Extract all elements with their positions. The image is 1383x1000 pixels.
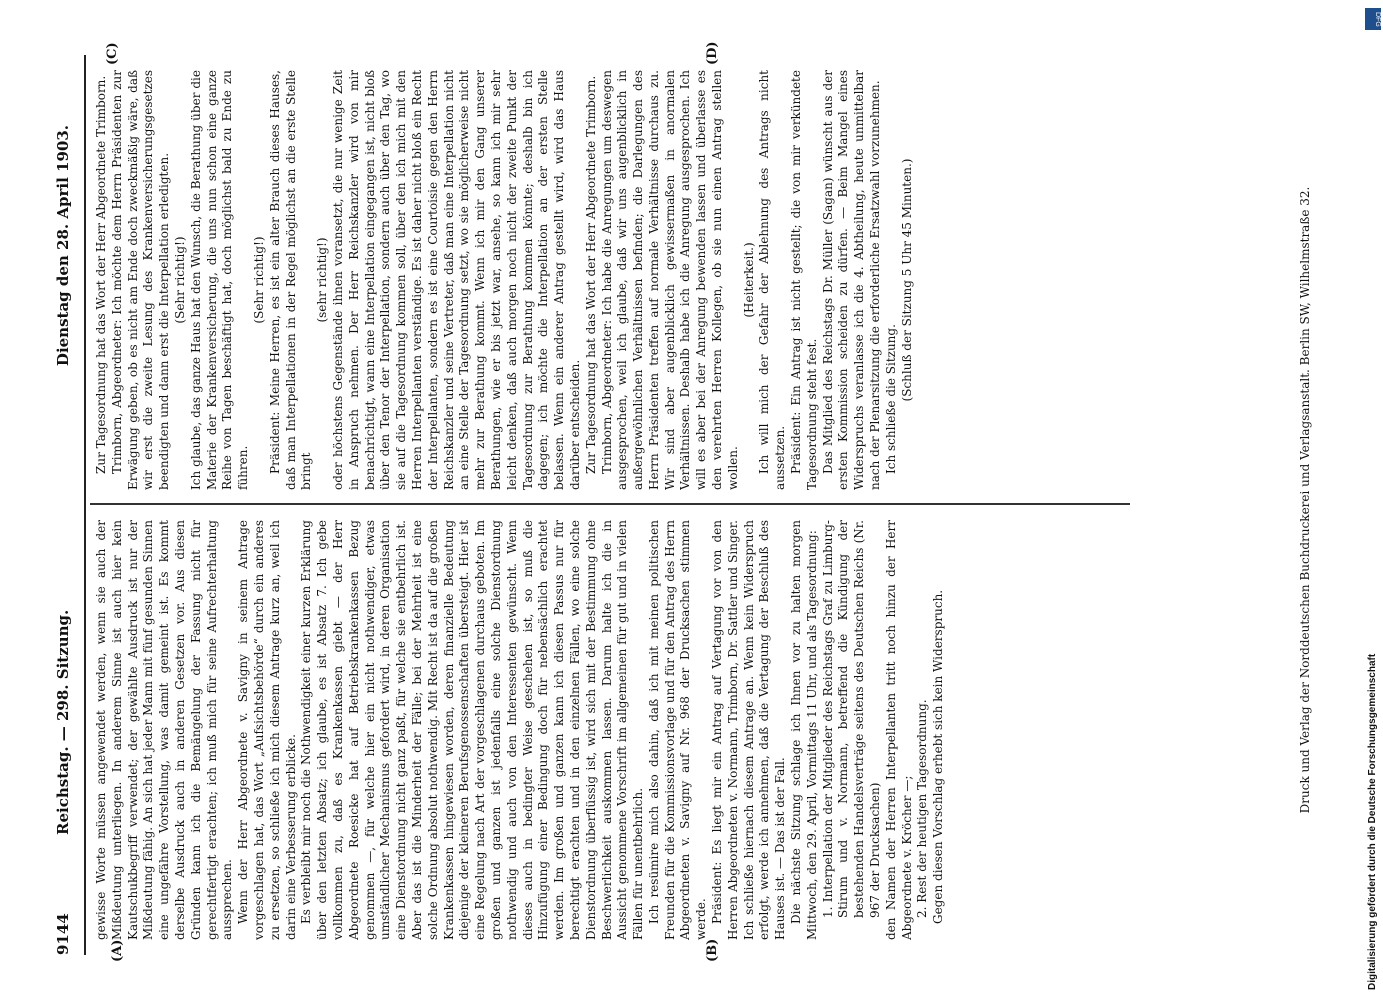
left-para-9: 2. Rest der heutigen Tagesordnung. [915,699,930,918]
right-para-16: (Schluß der Sitzung 5 Uhr 45 Minuten.) [899,158,914,402]
right-column [94,70,1124,490]
dfg-logo: DFG [1365,8,1381,30]
header-session: Reichstag. — 298. Sitzung. [54,609,72,835]
right-para-13: Präsident: Ein Antrag ist nicht gestellt; die von mir verkündete Tagesordnung steht fest. [789,70,819,490]
margin-marker-c: (C) [105,42,120,65]
right-para-9: Zur Tagesordnung hat das Wort der Herr Abgeordnete Trimborn. [583,75,598,474]
margin-marker-a: (A) [110,939,125,962]
right-para-5: (Sehr richtig!) [251,236,266,324]
left-para-6: Die nächste Sitzung schlage ich Ihnen vor zu halten morgen Mittwoch, den 29. April, Vormittags 11 Uhr, und als Tagesordnung: [789,520,819,940]
left-para-5: Präsident: Es liegt mir ein Antrag auf Vertagung vor von den Herren Abgeordneten v. Normann, Trimborn, Dr. Sattler und Singer. Ich schließe hiernach diesem Antrage an. Wenn kein Widerspruch erfolgt, werde ich annehmen, daß die Vertagung der Beschluß des Hauses ist. — Das ist der Fall. [710,520,788,940]
page-footer: Druck und Verlag der Norddeutschen Buchdruckerei und Verlagsanstalt. Berlin SW, Wilhelmstraße 32. [1298,186,1312,814]
right-para-4: Ich glaube, das ganze Haus hat den Wunsch, die Berathung über die Materie der Krankenversicherung, die uns nun schon eine ganze Reihe von Tagen beschäftigt hat, doch möglichst bald zu Ende zu führen. [188,70,251,490]
right-para-12: Ich will mich der Gefahr der Ablehnung des Antrags nicht aussetzen. [757,70,788,490]
right-para-1: Zur Tagesordnung hat das Wort der Herr Abgeordnete Trimborn. [94,75,108,474]
header-rule [84,55,86,955]
left-para-3: Es verbleibt mir noch die Nothwendigkeit einer kurzen Erklärung über den letzten Absatz; ich glaube, es ist Absatz 7. Ich gebe vollkommen zu, daß es Krankenkassen giebt — der Herr Abgeordnete Roesicke hat auf Betriebskrankenkassen Bezug genommen —, für welche hier ein nicht nothwendiger, etwas umständlicher Mechanismus gefordert wird, in deren Organisation eine Dienstordnung nicht ganz paßt, für welche sie entbehrlich ist. Aber das ist die Minderheit der Fälle; bei der Mehrheit ist eine solche Ordnung absolut nothwendig. Mit Recht ist da auf die großen Krankenkassen hingewiesen worden, deren finanzielle Bedeutung diejenige der kleineren Berufsgenossenschaften übersteigt. Hier ist eine Regelung nach Art der vorgeschlagenen durchaus geboten. Im großen und ganzen ist jedenfalls eine solche Dienstordnung nothwendig und auch von den Interessenten gewünscht. Wenn dieses auch in bedingter Weise geschehen ist, so muß die Hinzufügung einer Bedingung doch für nebensächlich erachtet werden. Im großen und ganzen kann ich diesen Passus nur für berechtigt erachten und in den einzelnen Fällen, wo eine solche Dienstordnung überflüssig ist, wird sich mit der Bestimmung ohne Beschwerlichkeit auskommen lassen. Darum halte ich die in Aussicht genommene Vorschrift im allgemeinen für gut und in vielen Fällen für unentbehrlich. [299,520,646,940]
right-para-7: (sehr richtig!) [315,237,330,323]
left-para-1: gewisse Worte müssen angewendet werden, wenn sie auch der Mißdeutung unterliegen. In anderem Sinne ist auch hier kein Kautschukbegriff verwendet; der gewählte Ausdruck ist nur der Mißdeutung fähig. An sich hat jeder Mann mit fünf gesunden Sinnen eine ungefähre Vorstellung, was damit gemeint ist. Es kommt derselbe Ausdruck auch in anderen Gesetzen vor. Aus diesen Gründen kann ich die Bemängelung der Fassung nicht für gerechtfertigt erachten; ich muß mich für seine Aufrechterhaltung aussprechen. [94,520,235,940]
left-para-10: Gegen diesen Vorschlag erhebt sich kein Widerspruch. [931,589,946,924]
left-para-4: Ich resümire mich also dahin, daß ich mit meinen politischen Freunden für die Kommissionsvorlage und für den Antrag des Herrn Abgeordneten v. Savigny auf Nr. 968 der Drucksachen stimmen werde. [646,520,709,940]
right-para-2: Trimborn, Abgeordneter: Ich möchte dem Herrn Präsidenten zur Erwägung geben, ob es nicht am Ende doch zweckmäßig wäre, daß wir erst die zweite Lesung des Krankenversicherungsgesetzes beendigten und dann erst die Interpellation erledigten. [109,70,172,490]
right-para-3: (Sehr richtig!) [172,236,187,324]
right-para-14: Das Mitglied des Reichstags Dr. Müller (Sagan) wünscht aus der ersten Kommission scheiden zu dürfen. — Beim Mangel eines Widerspruchs veranlasse ich die 4. Abtheilung, heute unmittelbar nach der Plenarsitzung die erforderliche Ersatzwahl vorzunehmen. [820,70,883,490]
header-date: Dienstag den 28. April 1903. [54,125,72,367]
margin-marker-d: (D) [705,41,720,65]
left-para-8: den Namen der Herren Interpellanten tritt noch hinzu der Herr Abgeordnete v. Kröcher —; [883,520,914,940]
right-para-15: Ich schließe die Sitzung. [883,324,898,474]
right-para-11: (Heiterkeit.) [741,242,756,318]
right-para-10: Trimborn, Abgeordneter: Ich habe die Anregungen um deswegen ausgesprochen, weil ich glaube, daß wir uns augenblicklich in außergewöhnlichen Verhältnissen befinden; die Darlegungen des Herrn Präsidenten treffen auf normale Verhältnisse durchaus zu. Wir sind aber augenblicklich gewissermaßen in anormalen Verhältnissen. Deshalb habe ich die Anregung ausgesprochen. Ich will es aber bei der Anregung bewenden lassen und überlasse es den verehrten Herren Kollegen, ob sie nun einen Antrag stellen wollen. [599,70,740,490]
left-column [94,520,1114,940]
digitization-credit [1363,0,1383,1000]
left-para-2: Wenn der Herr Abgeordnete v. Savigny in seinem Antrage vorgeschlagen hat, das Wort „Aufsichtsbehörde“ durch ein anderes zu ersetzen, so schließe ich mich diesem Antrage kurz an, weil ich darin eine Verbesserung erblicke. [236,520,298,940]
page-header [50,55,78,955]
right-para-8: oder höchstens Gegenstände ihnen voransetzt, die nur wenige Zeit in Anspruch nehmen. Der Herr Reichskanzler wird von mir benachrichtigt, wann eine Interpellation eingegangen ist, nicht bloß über den Tenor der Interpellation, sondern auch über den Tag, wo sie auf die Tagesordnung kommen soll, über den ich mich mit den Herren Interpellanten verständige. Es ist daher nicht bloß ein Recht der Interpellanten, sondern es ist eine Courtoisie gegen den Herrn Reichskanzler und seine Vertreter, daß man eine Interpellation nicht an eine Stelle der Tagesordnung setzt, wo sie möglicherweise nicht mehr zur Berathung kommt. Wenn ich mir den Gang unserer Berathungen, wie er bis jetzt war, ansehe, so kann ich mir sehr leicht denken, daß auch morgen noch nicht der zweite Punkt der Tagesordnung zur Berathung kommen könnte; deshalb bin ich dagegen; ich möchte die Interpellation an der ersten Stelle belassen. Wenn ein anderer Antrag gestellt wird, wird das Haus darüber entscheiden. [330,70,582,490]
column-divider [90,503,1130,505]
page-number: 9144 [54,913,72,955]
left-para-7: 1. Interpellation der Mitglieder des Reichstags Graf zu Limburg-Stirum und v. Normann, betreffend die Kündigung der bestehenden Handelsverträge seitens des Deutschen Reichs (Nr. 967 der Drucksachen) [820,520,883,918]
right-para-6: Präsident: Meine Herren, es ist ein alter Brauch dieses Hauses, daß man Interpellationen in der Regel möglichst an die erste Stelle bringt [267,70,314,490]
credit-text: Digitalisierung gefördert durch die Deutsche Forschungsgemeinschaft [1367,653,1378,990]
margin-marker-b: (B) [705,938,720,962]
